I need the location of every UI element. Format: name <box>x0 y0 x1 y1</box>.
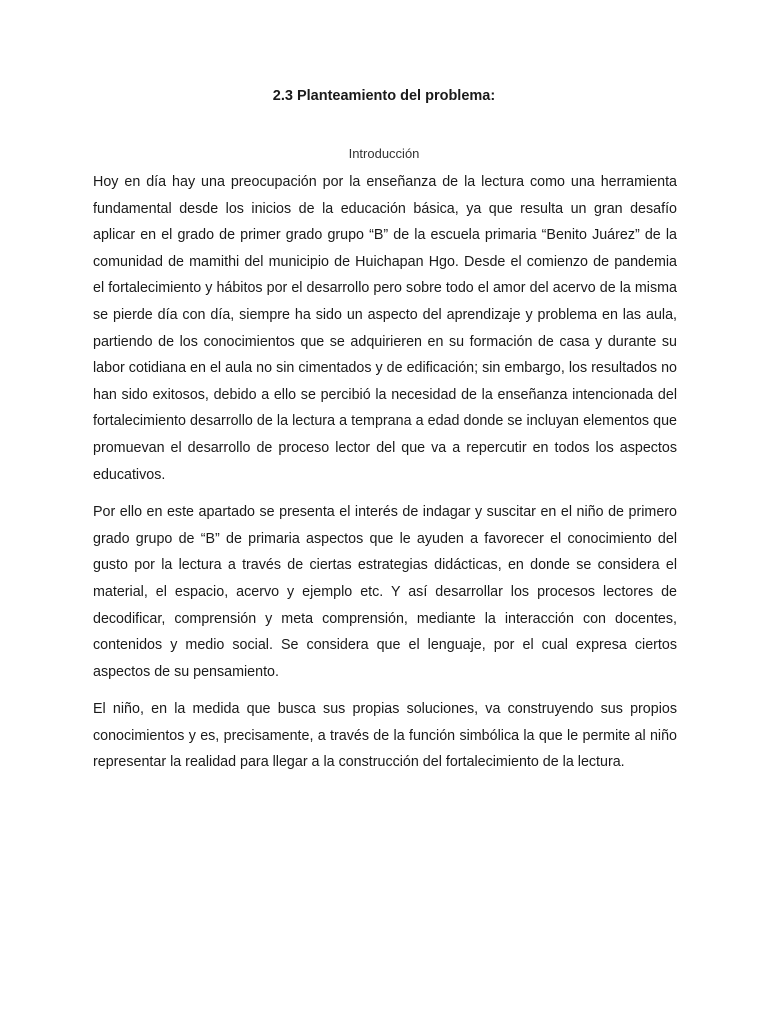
paragraph-3: El niño, en la medida que busca sus propias soluciones, va construyendo sus propios conocimientos y es, precisamente, a través de la función simbólica la que le permite al niño representar la realidad para llegar a la construcción del fortalecimiento de la lectura. <box>93 701 677 771</box>
section-subtitle: Introducción <box>348 146 420 161</box>
paragraph-1: Hoy en día hay una preocupación por la enseñanza de la lectura como una herramienta fundamental desde los inicios de la educación básica, ya que resulta un gran desafío aplicar en el grado de primer grado grupo “B” de la escuela primaria “Benito Juárez” de la comunidad de mamithi del municipio de Huichapan Hgo. Desde el comienzo de pandemia el fortalecimiento y hábitos por el desarrollo pero sobre todo el amor del acervo de la misma se pierde día con día, siempre ha sido un aspecto del aprendizaje y problema en las aula, partiendo de los conocimientos que se adquirieren en su formación de casa y durante su labor cotidiana en el aula no sin cimentados y de edificación; sin embargo, los resultados no han sido exitosos, debido a ello se percibió la necesidad de la enseñanza intencionada del fortalecimiento desarrollo de la lectura a temprana a edad donde se incluyan elementos que promuevan el desarrollo de proceso lector del que va a repercutir en todos los aspectos educativos. <box>93 174 677 483</box>
document-body <box>93 169 677 787</box>
section-title: 2.3 Planteamiento del problema: <box>272 88 496 104</box>
paragraph-2: Por ello en este apartado se presenta el interés de indagar y suscitar en el niño de primero grado grupo de “B” de primaria aspectos que le ayuden a favorecer el conocimiento del gusto por la lectura a través de ciertas estrategias didácticas, en donde se considera el material, el espacio, acervo y ejemplo etc. Y así desarrollar los procesos lectores de decodificar, comprensión y meta comprensión, mediante la interacción con docentes, contenidos y medio social. Se considera que el lenguaje, por el cual expresa ciertos aspectos de su pensamiento. <box>93 504 677 680</box>
